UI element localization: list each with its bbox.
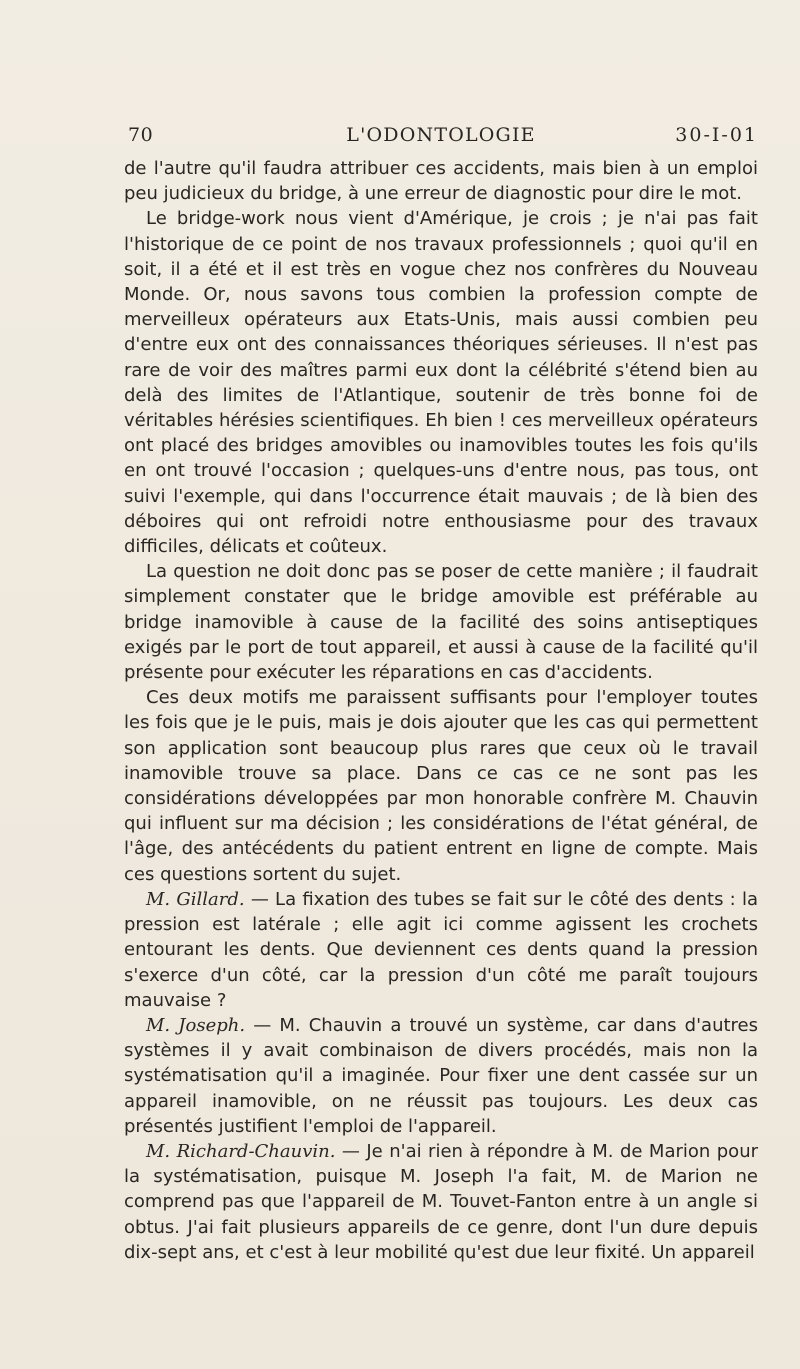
- paragraph-text: — Je n'ai rien à répondre à M. de Marion pour la systématisation, puisque M. Joseph l'a fait, M. de Marion ne comprend pas que l'appareil de M. Touvet-Fanton entre à un angle si obtus. J'ai fait plusieurs appareils de ce genre, dont l'un dure depuis dix-sept ans, et c'est à leur mobilité qu'est due leur fixité. Un appareil: [124, 1140, 758, 1263]
- speaker-name: M. Joseph.: [146, 1014, 246, 1036]
- paragraph-text: La question ne doit donc pas se poser de cette manière ; il faudrait simplement constater que le bridge amovible est préférable au bridge inamovible à cause de la facilité des soins antiseptiques exigés par le port de tout appareil, et aussi à cause de la facilité qu'il présente pour exécuter les réparations en cas d'accidents.: [124, 561, 758, 684]
- paragraph-text: — La fixation des tubes se fait sur le côté des dents : la pression est latérale ; elle agit ici comme agissent les crochets entourant les dents. Que deviennent ces dents quand la pression s'exerce d'un côté, car la pression d'un côté me paraît toujours mauvaise ?: [124, 888, 758, 1011]
- speaker-name: M. Richard-Chauvin.: [146, 1140, 336, 1162]
- body-text: [124, 156, 758, 1265]
- paragraph-text: Ces deux motifs me paraissent suffisants pour l'employer toutes les fois que je le puis, mais je dois ajouter que les cas qui permettent son application sont beaucoup plus rares que ceux où le travail inamovible trouve sa place. Dans ce cas ce ne sont pas les considérations développées par mon honorable confrère M. Chauvin qui influent sur ma décision ; les considérations de l'état général, de l'âge, des antécédents du patient entrent en ligne de compte. Mais ces questions sortent du sujet.: [124, 687, 758, 885]
- paragraph: [124, 685, 758, 887]
- paragraph-text: Le bridge-work nous vient d'Amérique, je crois ; je n'ai pas fait l'historique de ce point de nos travaux professionnels ; quoi qu'il en soit, il a été et il est très en vogue chez nos confrères du Nouveau Monde. Or, nous savons tous combien la profession compte de merveilleux opérateurs aux Etats-Unis, mais aussi combien peu d'entre eux ont des connaissances théoriques sérieuses. Il n'est pas rare de voir des maîtres parmi eux dont la célébrité s'étend bien au delà des limites de l'Atlantique, soutenir de très bonne foi de véritables hérésies scientifiques. Eh bien ! ces merveilleux opérateurs ont placé des bridges amovibles ou inamovibles toutes les fois qu'ils en ont trouvé l'occasion ; quelques-uns d'entre nous, pas tous, ont suivi l'exemple, qui dans l'occurrence était mauvais ; de là bien des déboires qui ont refroidi notre enthousiasme pour des travaux difficiles, délicats et coûteux.: [124, 208, 758, 558]
- page-number: 70: [128, 124, 154, 146]
- paragraph: [124, 1013, 758, 1139]
- paragraph-text: — M. Chauvin a trouvé un système, car dans d'autres systèmes il y avait combinaison de divers procédés, mais non la systématisation qu'il a imaginée. Pour fixer une dent cassée sur un appareil inamovible, on ne réussit pas toujours. Les deux cas présentés justifient l'emploi de l'appareil.: [124, 1014, 758, 1137]
- running-header: [124, 124, 758, 154]
- paragraph: [124, 559, 758, 685]
- paragraph-text: de l'autre qu'il faudra attribuer ces accidents, mais bien à un emploi peu judicieux du bridge, à une erreur de diagnostic pour dire le mot.: [124, 158, 758, 205]
- paragraph: [124, 887, 758, 1013]
- paragraph: [124, 156, 758, 206]
- paragraph: [124, 206, 758, 559]
- journal-title: L'ODONTOLOGIE: [346, 124, 536, 146]
- issue-date: 30-I-01: [675, 124, 758, 146]
- paragraph: [124, 1139, 758, 1265]
- speaker-name: M. Gillard.: [146, 888, 245, 910]
